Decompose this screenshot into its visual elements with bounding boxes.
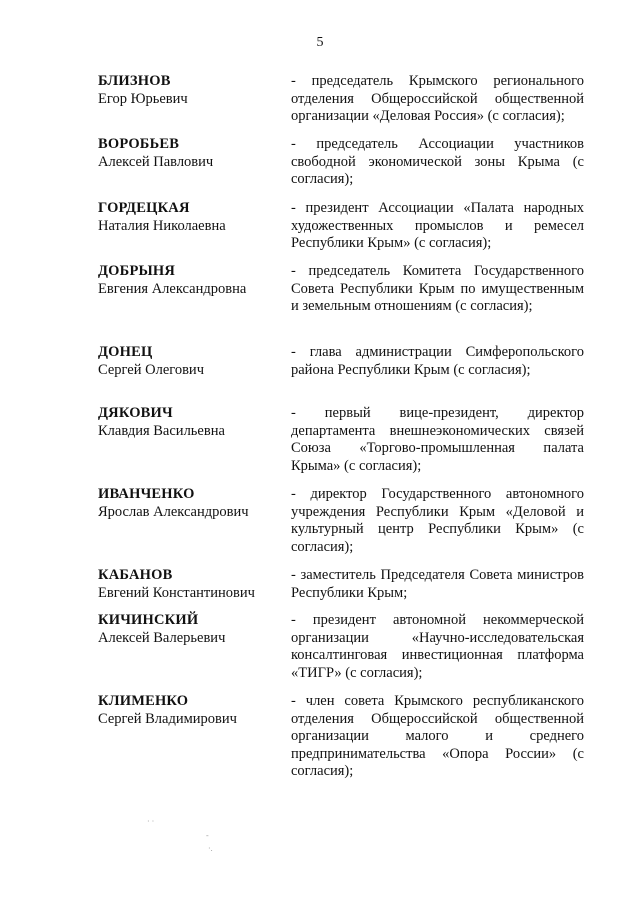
member-name [98, 405, 283, 440]
member-role: - председатель Ассоциации участников свободной экономической зоны Крыма (с согласия); [291, 136, 584, 187]
member-given-name: Алексей Валерьевич [98, 629, 226, 646]
member-name [98, 73, 283, 108]
member-given-name: Егор Юрьевич [98, 90, 188, 107]
member-name [98, 136, 283, 171]
member-name [98, 567, 283, 602]
member-name [98, 612, 283, 647]
member-role: - первый вице-президент, директор департамента внешнеэкономических связей Союза «Торгово-промышленная палата Крыма» (с согласия); [291, 405, 584, 474]
member-surname: ДОНЕЦ [98, 344, 153, 360]
member-surname: ГОРДЕЦКАЯ [98, 200, 190, 216]
member-given-name: Ярослав Александрович [98, 503, 249, 520]
member-given-name: Сергей Олегович [98, 361, 204, 378]
member-role: - председатель Крымского регионального отделения Общероссийской общественной организации «Деловая Россия» (с согласия); [291, 73, 584, 124]
member-given-name: Клавдия Васильевна [98, 422, 225, 439]
member-given-name: Наталия Николаевна [98, 217, 226, 234]
member-name [98, 344, 283, 379]
member-role: - президент Ассоциации «Палата народных художественных промыслов и ремесел Республики Крым» (с согласия); [291, 200, 584, 251]
member-name [98, 200, 283, 235]
member-given-name: Алексей Павлович [98, 153, 214, 170]
member-surname: КИЧИНСКИЙ [98, 612, 199, 628]
member-surname: БЛИЗНОВ [98, 73, 171, 89]
member-role: - председатель Комитета Государственного Совета Республики Крым по имущественным и земельным отношениям (с согласия); [291, 263, 584, 314]
member-surname: ДЯКОВИЧ [98, 405, 173, 421]
member-given-name: Сергей Владимирович [98, 710, 237, 727]
member-name [98, 693, 283, 728]
member-surname: КЛИМЕНКО [98, 693, 189, 709]
member-surname: ДОБРЫНЯ [98, 263, 176, 279]
member-surname: ИВАНЧЕНКО [98, 486, 195, 502]
member-role: - член совета Крымского республиканского отделения Общероссийской общественной организации малого и среднего предпринимательства «Опора России» (с согласия); [291, 693, 584, 779]
member-name [98, 486, 283, 521]
scan-speck: - [206, 831, 209, 840]
member-role: - заместитель Председателя Совета министров Республики Крым; [291, 567, 584, 601]
member-given-name: Евгения Александровна [98, 280, 247, 297]
member-surname: ВОРОБЬЕВ [98, 136, 180, 152]
member-role: - президент автономной некоммерческой организации «Научно-исследовательская консалтинговая инвестиционная платформа «ТИГР» (с согласия); [291, 612, 584, 681]
scan-speck: ·. [208, 844, 213, 853]
page-number: 5 [316, 35, 324, 50]
member-given-name: Евгений Константинович [98, 584, 255, 601]
member-role: - глава администрации Симферопольского района Республики Крым (с согласия); [291, 344, 584, 378]
scan-speck: · · [147, 817, 155, 826]
member-name [98, 263, 283, 298]
member-role: - директор Государственного автономного учреждения Республики Крым «Деловой и культурный центр Республики Крым» (с согласия); [291, 486, 584, 555]
member-surname: КАБАНОВ [98, 567, 173, 583]
